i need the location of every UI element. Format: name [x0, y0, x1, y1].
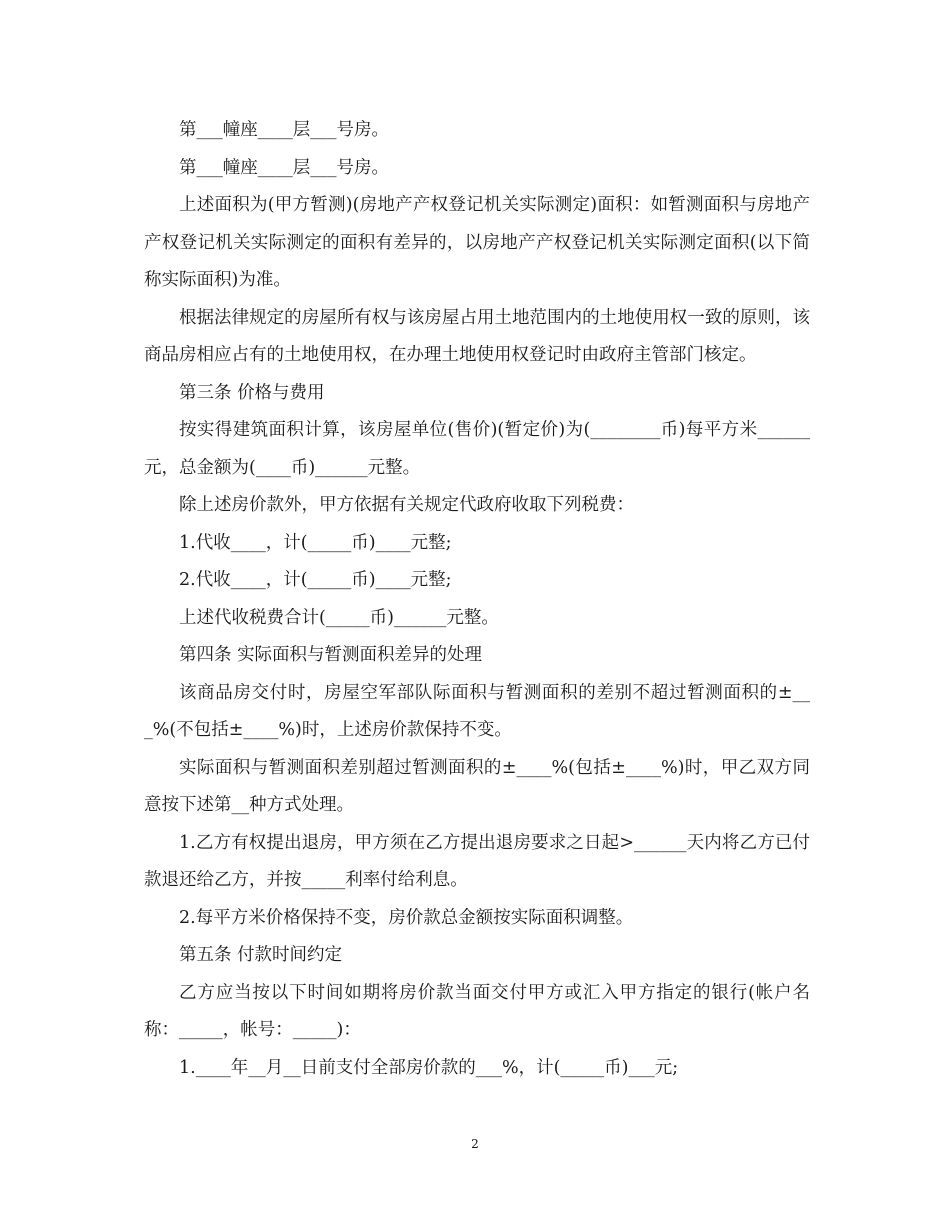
paragraph: 该商品房交付时，房屋空军部队际面积与暂测面积的差别不超过暂测面积的±___%(不包括±____%)时，上述房价款保持不变。 [144, 682, 810, 740]
section-heading: 第三条 价格与费用 [179, 382, 325, 403]
paragraph: 第___幢座____层___号房。 [179, 120, 389, 140]
list-item: 1.代收____，计(_____币)____元整; [179, 532, 452, 553]
paragraph: 上述面积为(甲方暂测)(房地产产权登记机关实际测定)面积：如暂测面积与房地产产权登记机关实际测定的面积有差异的，以房地产产权登记机关实际测定面积(以下简称实际面积)为准。 [144, 195, 810, 290]
document-body [144, 112, 810, 1087]
paragraph: 乙方应当按以下时间如期将房价款当面交付甲方或汇入甲方指定的银行(帐户名称：_____，帐号：_____)： [144, 982, 810, 1040]
section-heading: 第四条 实际面积与暂测面积差异的处理 [179, 645, 483, 665]
paragraph: 上述代收税费合计(_____币)______元整。 [179, 607, 499, 628]
section-heading: 第五条 付款时间约定 [179, 945, 343, 965]
paragraph: 第___幢座____层___号房。 [179, 157, 389, 178]
paragraph: 按实得建筑面积计算，该房屋单位(售价)(暂定价)为(________币)每平方米______元，总金额为(____币)______元整。 [144, 420, 810, 478]
list-item: 1.乙方有权提出退房，甲方须在乙方提出退房要求之日起>______天内将乙方已付款退还给乙方，并按_____利率付给利息。 [144, 832, 810, 890]
list-item: 2.每平方米价格保持不变，房价款总金额按实际面积调整。 [179, 907, 634, 928]
paragraph: 除上述房价款外，甲方依据有关规定代政府收取下列税费： [179, 495, 634, 515]
paragraph: 实际面积与暂测面积差别超过暂测面积的±____%(包括±____%)时，甲乙双方同意按下述第__种方式处理。 [144, 757, 810, 815]
paragraph: 根据法律规定的房屋所有权与该房屋占用土地范围内的土地使用权一致的原则，该商品房相应占有的土地使用权，在办理土地使用权登记时由政府主管部门核定。 [144, 307, 810, 365]
list-item: 1.____年__月__日前支付全部房价款的___%，计(_____币)___元; [179, 1057, 679, 1078]
page-number: 2 [471, 1137, 479, 1151]
list-item: 2.代收____，计(_____币)____元整; [179, 570, 452, 590]
